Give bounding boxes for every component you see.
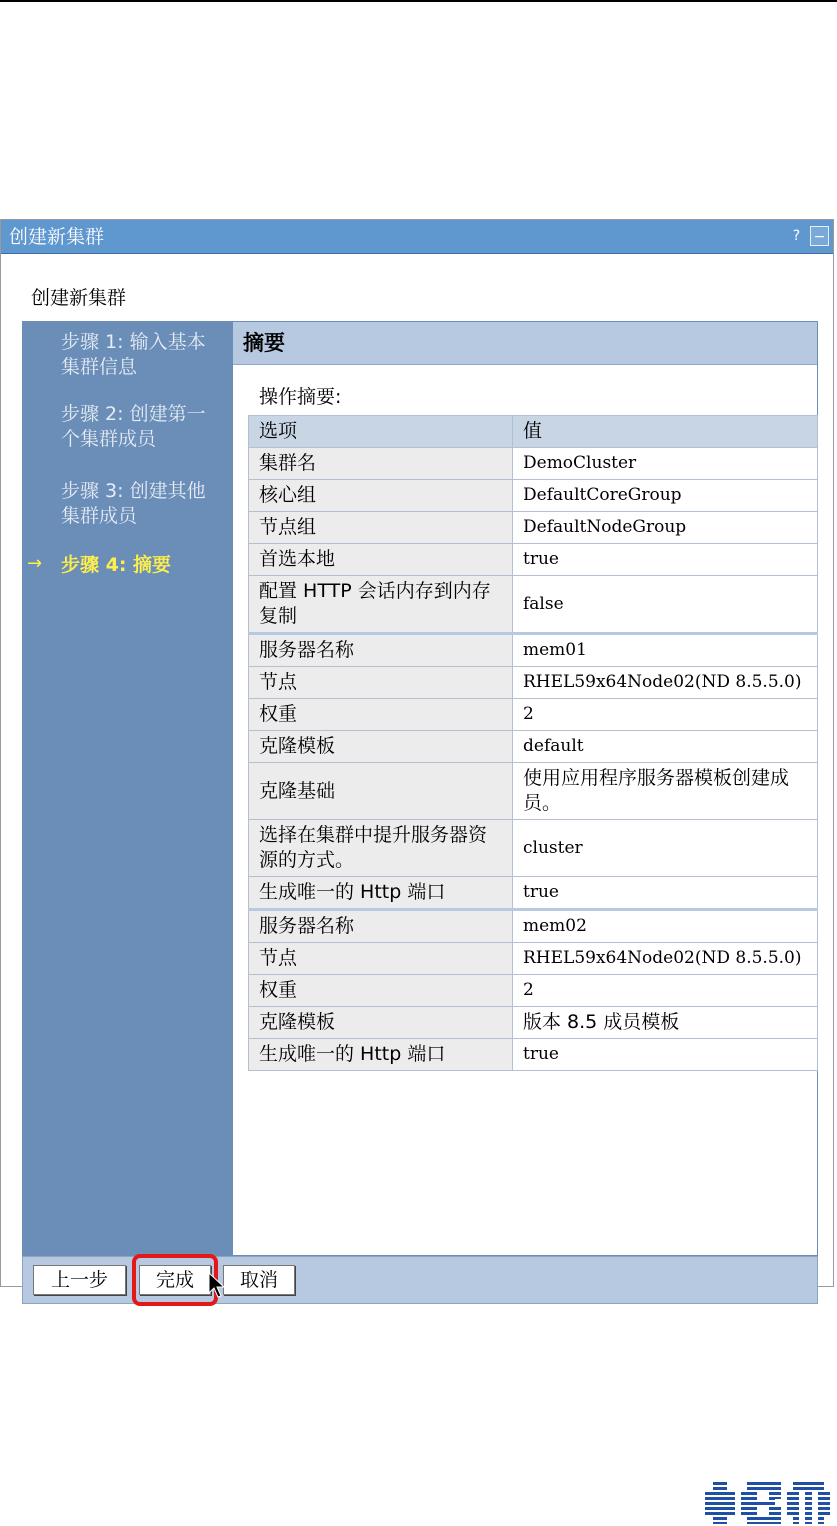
option-cell: 集群名 (249, 448, 513, 480)
value-cell: 2 (513, 699, 818, 731)
step-4-current: 步骤 4: 摘要 (61, 554, 172, 576)
option-cell: 核心组 (249, 480, 513, 512)
option-cell: 生成唯一的 Http 端口 (249, 877, 513, 910)
value-cell: true (513, 544, 818, 576)
value-cell: true (513, 877, 818, 910)
content-header (233, 322, 817, 365)
value-cell: mem02 (513, 910, 818, 943)
option-cell: 配置 HTTP 会话内存到内存复制 (249, 576, 513, 634)
table-row (249, 975, 818, 1007)
table-row (249, 1007, 818, 1039)
page-title: 创建新集群 (31, 287, 127, 309)
option-cell: 选择在集群中提升服务器资源的方式。 (249, 820, 513, 877)
finish-button[interactable]: 完成 (139, 1265, 211, 1295)
table-row (249, 667, 818, 699)
table-row (249, 943, 818, 975)
wizard-panel (22, 321, 818, 1256)
table-row (249, 576, 818, 634)
value-cell: true (513, 1039, 818, 1071)
option-cell: 节点 (249, 943, 513, 975)
option-cell: 克隆模板 (249, 731, 513, 763)
mouse-pointer-icon (207, 1272, 229, 1300)
summary-table (248, 415, 818, 1071)
table-header-row (249, 416, 818, 448)
summary-content (233, 322, 817, 1255)
minimize-icon[interactable]: − (810, 226, 829, 246)
value-cell: RHEL59x64Node02(ND 8.5.5.0) (513, 943, 818, 975)
option-cell: 生成唯一的 Http 端口 (249, 1039, 513, 1071)
option-cell: 权重 (249, 975, 513, 1007)
value-cell: 使用应用程序服务器模板创建成员。 (513, 763, 818, 820)
value-cell: DefaultNodeGroup (513, 512, 818, 544)
option-cell: 权重 (249, 699, 513, 731)
value-cell: cluster (513, 820, 818, 877)
value-cell: default (513, 731, 818, 763)
table-row (249, 820, 818, 877)
window-title: 创建新集群 (9, 226, 105, 248)
step-3-link[interactable]: 步骤 3: 创建其他集群成员 (61, 480, 206, 527)
content-heading: 摘要 (243, 331, 285, 355)
option-cell: 服务器名称 (249, 910, 513, 943)
wizard-steps-nav (23, 322, 233, 1255)
table-row (249, 448, 818, 480)
table-row (249, 763, 818, 820)
window-titlebar (1, 220, 833, 254)
create-cluster-window (0, 219, 834, 1291)
table-row (249, 699, 818, 731)
page-top-rule (0, 0, 837, 2)
table-row (249, 877, 818, 910)
finish-highlight-box (132, 1254, 218, 1306)
wizard-button-bar (22, 1256, 818, 1304)
value-cell: RHEL59x64Node02(ND 8.5.5.0) (513, 667, 818, 699)
table-row (249, 1039, 818, 1071)
ibm-logo (705, 1482, 830, 1524)
table-row (249, 731, 818, 763)
table-row (249, 634, 818, 667)
value-cell: 2 (513, 975, 818, 1007)
option-cell: 首选本地 (249, 544, 513, 576)
value-cell: DefaultCoreGroup (513, 480, 818, 512)
table-row (249, 480, 818, 512)
cancel-button[interactable]: 取消 (223, 1265, 295, 1295)
value-cell: 版本 8.5 成员模板 (513, 1007, 818, 1039)
operation-summary-label: 操作摘要: (259, 386, 342, 408)
step-1-link[interactable]: 步骤 1: 输入基本集群信息 (61, 331, 206, 378)
column-header-value: 值 (513, 416, 818, 448)
value-cell: false (513, 576, 818, 634)
current-step-arrow-icon: → (27, 553, 43, 574)
option-cell: 克隆模板 (249, 1007, 513, 1039)
column-header-option: 选项 (249, 416, 513, 448)
option-cell: 服务器名称 (249, 634, 513, 667)
value-cell: mem01 (513, 634, 818, 667)
value-cell: DemoCluster (513, 448, 818, 480)
option-cell: 节点 (249, 667, 513, 699)
help-icon[interactable]: ? (787, 226, 806, 246)
option-cell: 克隆基础 (249, 763, 513, 820)
option-cell: 节点组 (249, 512, 513, 544)
step-2-link[interactable]: 步骤 2: 创建第一个集群成员 (61, 403, 206, 450)
previous-button[interactable]: 上一步 (33, 1265, 126, 1295)
table-row (249, 512, 818, 544)
table-row (249, 910, 818, 943)
table-row (249, 544, 818, 576)
